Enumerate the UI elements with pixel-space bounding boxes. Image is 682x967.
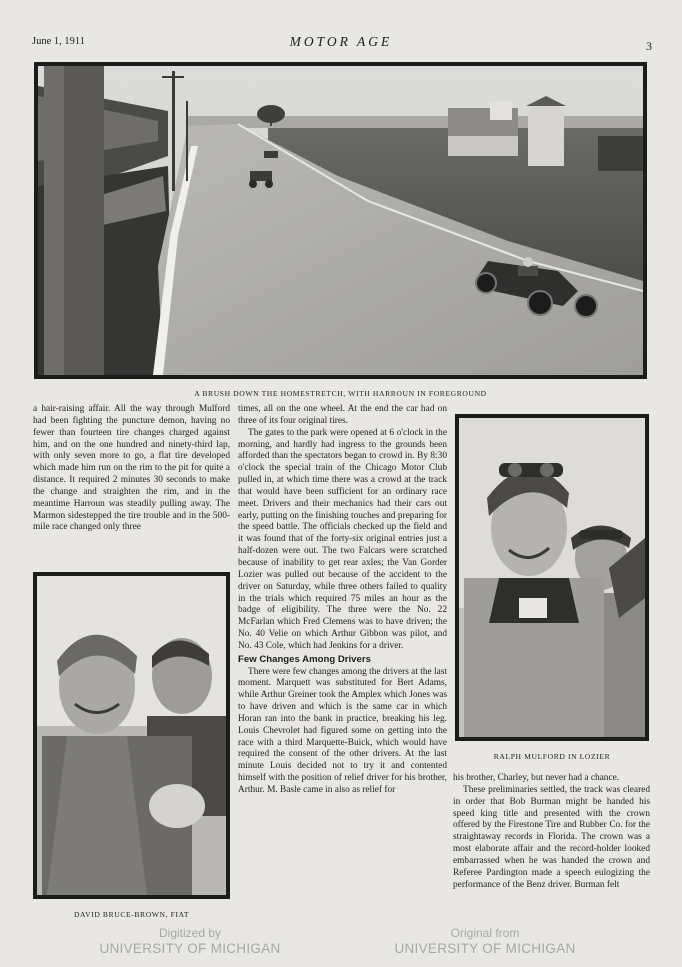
- column-2: [238, 404, 447, 797]
- column-3-paragraph-2: These preliminaries settled, the track was cleared in order that Bob Burman might be handed his speed king title and presented with the crown offered by the Firestone Tire and Rubber Co. for the straightaway records in Florida. The crown was a most elaborate affair and the record-holder looked embarrassed when he was handed the crown and Referee Pardington made a speech eulogizing the performance of the Benz driver. Burman felt: [453, 784, 650, 890]
- magazine-title: MOTOR AGE: [289, 34, 393, 49]
- top-photo-caption: A BRUSH DOWN THE HOMESTRETCH, WITH HARROUN IN FOREGROUND: [194, 389, 487, 398]
- issue-date: June 1, 1911: [32, 36, 85, 47]
- original-from-watermark: [375, 926, 595, 956]
- section-subheading: Few Changes Among Drivers: [238, 653, 371, 665]
- watermark-left-line-1: Digitized by: [158, 926, 222, 940]
- portrait-photo: [37, 576, 226, 895]
- column-2-paragraph-1: times, all on the one wheel. At the end the car had on three of its four original tires.: [238, 404, 447, 426]
- watermark-left-line-2: UNIVERSITY OF MICHIGAN: [99, 941, 281, 956]
- column-2-paragraph-3: There were few changes among the drivers at the last moment. Marquett was substituted for Bert Adams, while Arthur Greiner took the Amplex which Jones was to have driven and which is the same car in which Horan ran into the bank in practice, breaking his leg. Louis Chevrolet had figured some on getting into the race with a third Marquette-Buick, which would have required the consent of the other drivers. At the last minute Louis decided not to try it and contented himself with the position of relief driver for his brother, Arthur. M. Basle came in also as relief for: [238, 666, 447, 795]
- column-3-paragraph-1: his brother, Charley, but never had a chance.: [453, 773, 620, 783]
- portrait-photo: [459, 418, 645, 737]
- watermark-right-line-1: Original from: [450, 926, 520, 940]
- column-1-paragraph: a hair-raising affair. All the way through Mulford had been fighting the puncture demon, having no fewer than fourteen tire changes charged against him, and on the one hundred and ninety-third lap, with only seven more to go, a flat tire developed which made him run on the rim to the pit for quite a distance. It required 2 minutes 30 seconds to make the change and straighten the rim, and in the meantime Harroun was steadily pulling away. The Marmon sidestepped the tire trouble and in the 500-mile race changed only three: [33, 404, 230, 533]
- page-number: 3: [646, 39, 652, 53]
- homestretch-photo: [34, 62, 647, 379]
- column-1: [33, 404, 230, 534]
- race-track-photo: [38, 66, 643, 375]
- column-2-paragraph-2: The gates to the park were opened at 6 o'clock in the morning, and hardly had ingress to the grounds been afforded than the spectators began to crowd in. By 8:30 o'clock the special train of the Chicago Motor Club pulled in, at which time there was a crowd at the track that would have been sufficient for an ordinary race meet. Drivers and their mechanics had their cars out early, putting on the finishing touches and preparing for the speed battle. The officials checked up the field and it was found that of the forty-six original entries just a half-dozen were out. The two Falcars were scratched because of inability to get rear axles; the Van Gorder Lozier was pulled out because of the accident to the driver on Saturday, while three others failed to quality in the trials which required 75 miles an hour as the badge of eligibility. The three were the No. 22 McFarlan which Fred Clemens was to have driven; the No. 40 Velie on which Arthur Gibbon was pilot, and No. 43 Cole, which had Jenkins for a driver.: [238, 427, 447, 651]
- digitized-by-watermark: [80, 926, 300, 956]
- bruce-brown-photo: [33, 572, 230, 899]
- right-photo-caption: RALPH MULFORD IN LOZIER: [493, 752, 611, 761]
- left-photo-caption: DAVID BRUCE-BROWN, FIAT: [73, 910, 190, 919]
- column-3: [453, 773, 650, 891]
- mulford-photo: [455, 414, 649, 741]
- watermark-right-line-2: UNIVERSITY OF MICHIGAN: [394, 941, 576, 956]
